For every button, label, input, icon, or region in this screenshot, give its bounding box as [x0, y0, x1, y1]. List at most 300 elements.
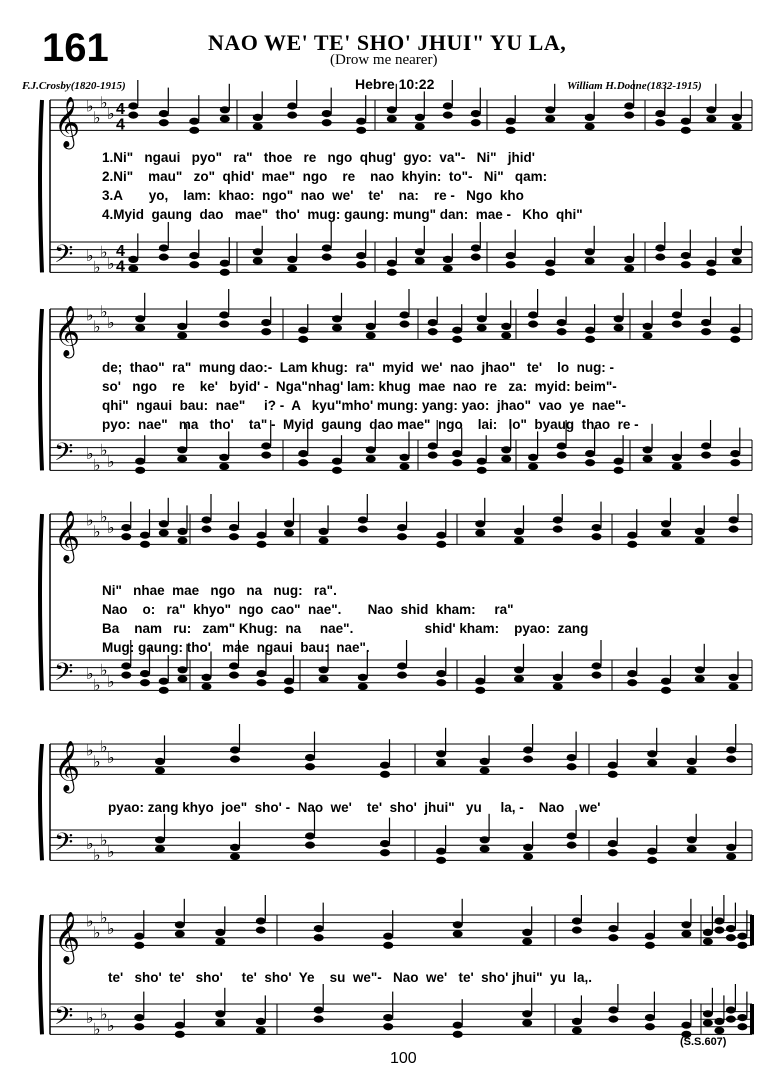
treble-note [322, 119, 332, 126]
bass-note [661, 687, 671, 694]
flat-icon: ♭ [86, 834, 94, 854]
bass-note [608, 1006, 618, 1013]
flat-icon: ♭ [107, 253, 115, 273]
treble-note [397, 533, 407, 540]
treble-note [523, 746, 533, 753]
bass-note [332, 458, 342, 465]
treble-note [256, 917, 266, 924]
bass-note [514, 666, 524, 673]
treble-note [522, 929, 532, 936]
treble-note [415, 114, 425, 121]
bass-note [358, 683, 368, 690]
treble-note [159, 110, 169, 117]
flat-icon: ♭ [107, 518, 115, 538]
treble-note [155, 767, 165, 774]
treble-note [298, 336, 308, 343]
treble-note [443, 102, 453, 109]
treble-note [672, 321, 682, 328]
scripture-reference: Hebre 10:22 [355, 76, 435, 92]
bass-note [585, 257, 595, 264]
flat-icon: ♭ [93, 317, 101, 336]
bass-note [687, 836, 697, 843]
bass-note [298, 459, 308, 466]
treble-note [655, 119, 665, 126]
flat-icon: ♭ [93, 455, 101, 475]
bass-note [220, 269, 230, 276]
treble-note [397, 524, 407, 531]
flat-icon: ♭ [86, 664, 94, 684]
treble-note [706, 115, 716, 122]
treble-note [567, 754, 577, 761]
treble-note [314, 934, 324, 941]
treble-note [695, 537, 705, 544]
flat-icon: ♭ [100, 506, 108, 526]
lyric-line: de; thao" ra" mung dao:- Lam khug: ra" myid we' nao jhao" te' lo nug: - [102, 360, 615, 375]
bass-note [687, 845, 697, 852]
bass-note [553, 683, 563, 690]
treble-note [428, 319, 438, 326]
treble-note [314, 925, 324, 932]
treble-note [645, 942, 655, 949]
treble-note [557, 319, 567, 326]
treble-note [436, 750, 446, 757]
bass-note [729, 674, 739, 681]
treble-note [305, 754, 315, 761]
treble-note [128, 112, 138, 119]
treble-note [557, 328, 567, 335]
treble-note [506, 118, 516, 125]
treble-note [400, 321, 410, 328]
bass-note [135, 458, 145, 465]
bass-note [523, 853, 533, 860]
system-bracket [40, 915, 42, 1034]
flat-icon: ♭ [100, 830, 108, 850]
bass-note [387, 269, 397, 276]
bass-note [726, 844, 736, 851]
bass-note [695, 666, 705, 673]
flat-icon: ♭ [86, 911, 94, 931]
bass-note [528, 463, 538, 470]
bass-note [175, 1031, 185, 1038]
bass-note [645, 1023, 655, 1030]
bass-note [703, 1010, 713, 1017]
treble-note [229, 533, 239, 540]
treble-note [253, 123, 263, 130]
treble-note [387, 115, 397, 122]
bass-note [522, 1019, 532, 1026]
bass-note [592, 672, 602, 679]
composer-credit: William H.Doane(1832-1915) [567, 80, 702, 92]
bass-note [572, 1018, 582, 1025]
treble-note [730, 327, 740, 334]
lyric-line: Ba nam ru: zam" Khug: na nae". shid' kham: pyao: zang [102, 621, 589, 636]
flat-icon: ♭ [93, 752, 101, 771]
flat-icon: ♭ [93, 675, 101, 695]
bass-note [314, 1006, 324, 1013]
bass-note [436, 679, 446, 686]
bass-note [672, 463, 682, 470]
treble-note [178, 537, 188, 544]
bass-note [585, 450, 595, 457]
treble-note [643, 323, 653, 330]
bass-note [215, 1019, 225, 1026]
flat-icon: ♭ [86, 246, 94, 266]
treble-note [475, 529, 485, 536]
flat-icon: ♭ [93, 522, 101, 541]
treble-note [322, 110, 332, 117]
treble-note [284, 529, 294, 536]
flat-icon: ♭ [107, 451, 115, 471]
time-signature-top: 4 [116, 101, 125, 119]
treble-note [528, 311, 538, 318]
flat-icon: ♭ [100, 92, 108, 112]
bass-note [415, 248, 425, 255]
bass-note [383, 1023, 393, 1030]
treble-note [366, 323, 376, 330]
treble-clef-icon: 𝄞 [54, 911, 81, 963]
bass-note [480, 836, 490, 843]
bass-note [121, 672, 131, 679]
bass-note [175, 1022, 185, 1029]
treble-note [681, 118, 691, 125]
treble-note [436, 532, 446, 539]
bass-note [219, 463, 229, 470]
bass-note [305, 832, 315, 839]
bass-note [400, 463, 410, 470]
bass-note [284, 687, 294, 694]
bass-note [514, 675, 524, 682]
bass-note [471, 254, 481, 261]
treble-note [177, 332, 187, 339]
bass-clef-icon: 𝄢 [54, 657, 74, 693]
bass-note [256, 1027, 266, 1034]
treble-note [202, 516, 212, 523]
treble-note [159, 520, 169, 527]
treble-note [687, 758, 697, 765]
treble-note [608, 762, 618, 769]
bass-note [202, 674, 212, 681]
treble-note [614, 324, 624, 331]
bass-note [189, 252, 199, 259]
treble-note [261, 319, 271, 326]
bass-note [253, 248, 263, 255]
page-number: 100 [390, 1050, 417, 1067]
bass-note [128, 256, 138, 263]
bass-note [155, 836, 165, 843]
system-bracket [40, 744, 42, 860]
treble-note [585, 123, 595, 130]
bass-note [545, 260, 555, 267]
bass-note [332, 467, 342, 474]
bass-note [322, 244, 332, 251]
treble-note [356, 127, 366, 134]
treble-note [706, 106, 716, 113]
treble-note [661, 520, 671, 527]
treble-note [701, 328, 711, 335]
bass-note [400, 454, 410, 461]
bass-note [706, 269, 716, 276]
bass-note [522, 1010, 532, 1017]
lyricist-credit: F.J.Crosby(1820-1915) [22, 80, 126, 92]
treble-note [681, 127, 691, 134]
lyric-line: qhi" ngaui bau: nae" i? - A kyu"mho' mung: yang: yao: jhao" vao ye nae"- [102, 398, 627, 413]
bass-note [726, 1016, 736, 1023]
system-bracket [40, 100, 42, 272]
treble-note [624, 112, 634, 119]
bass-note [553, 674, 563, 681]
treble-note [672, 311, 682, 318]
bass-note [358, 674, 368, 681]
treble-note [436, 541, 446, 548]
bass-note [177, 455, 187, 462]
bass-clef-icon: 𝄢 [54, 437, 74, 473]
treble-note [453, 921, 463, 928]
treble-note [701, 319, 711, 326]
treble-note [178, 528, 188, 535]
treble-note [332, 324, 342, 331]
treble-note [177, 323, 187, 330]
bass-note [585, 248, 595, 255]
flat-icon: ♭ [107, 104, 115, 124]
flat-icon: ♭ [100, 242, 108, 262]
bass-note [703, 1019, 713, 1026]
treble-note [366, 332, 376, 339]
treble-note [159, 119, 169, 126]
treble-note [726, 925, 736, 932]
treble-note [257, 541, 267, 548]
hymn-number: 161 [42, 26, 109, 70]
bass-note [592, 662, 602, 669]
flat-icon: ♭ [86, 510, 94, 530]
bass-note [220, 260, 230, 267]
bass-note [737, 1023, 747, 1030]
treble-note [506, 127, 516, 134]
treble-note [585, 336, 595, 343]
treble-note [229, 524, 239, 531]
treble-note [140, 532, 150, 539]
treble-note [230, 746, 240, 753]
treble-note [661, 529, 671, 536]
treble-note [135, 324, 145, 331]
treble-note [256, 927, 266, 934]
bass-note [284, 678, 294, 685]
bass-note [436, 670, 446, 677]
flat-icon: ♭ [93, 108, 101, 127]
bass-note [506, 261, 516, 268]
treble-note [737, 942, 747, 949]
treble-note [608, 771, 618, 778]
treble-note [687, 767, 697, 774]
treble-note [383, 933, 393, 940]
flat-icon: ♭ [86, 444, 94, 464]
bass-note [140, 679, 150, 686]
bass-note [647, 857, 657, 864]
flat-icon: ♭ [100, 907, 108, 927]
bass-note [557, 452, 567, 459]
bass-note [178, 675, 188, 682]
flat-icon: ♭ [107, 919, 115, 939]
treble-note [452, 336, 462, 343]
bass-note [356, 252, 366, 259]
bass-note [380, 849, 390, 856]
treble-note [522, 938, 532, 945]
treble-note [471, 110, 481, 117]
bass-note [287, 256, 297, 263]
bass-note [732, 248, 742, 255]
bass-note [523, 844, 533, 851]
bass-note [159, 254, 169, 261]
bass-note [155, 845, 165, 852]
flat-icon: ♭ [100, 660, 108, 680]
flat-icon: ♭ [86, 96, 94, 116]
flat-icon: ♭ [100, 440, 108, 460]
bass-note [729, 683, 739, 690]
treble-clef-icon: 𝄞 [54, 305, 81, 357]
treble-note [253, 114, 263, 121]
treble-note [553, 526, 563, 533]
bass-note [737, 1014, 747, 1021]
treble-note [155, 758, 165, 765]
treble-note [189, 118, 199, 125]
bass-note [714, 1018, 724, 1025]
bass-note [219, 454, 229, 461]
treble-note [624, 102, 634, 109]
treble-note [189, 127, 199, 134]
bass-note [655, 244, 665, 251]
bass-note [177, 446, 187, 453]
treble-note [215, 938, 225, 945]
treble-note [592, 533, 602, 540]
treble-note [528, 321, 538, 328]
bass-note [298, 450, 308, 457]
bass-note [215, 1010, 225, 1017]
treble-note [553, 516, 563, 523]
bass-note [319, 666, 329, 673]
bass-note [614, 467, 624, 474]
treble-note [380, 762, 390, 769]
bass-note [545, 269, 555, 276]
bass-note [567, 842, 577, 849]
treble-note [220, 115, 230, 122]
bass-note [261, 452, 271, 459]
bass-note [585, 459, 595, 466]
treble-clef-icon: 𝄞 [54, 740, 81, 792]
treble-note [572, 927, 582, 934]
treble-note [732, 123, 742, 130]
flat-icon: ♭ [107, 671, 115, 691]
treble-note [732, 114, 742, 121]
bass-note [261, 442, 271, 449]
bass-note [624, 265, 634, 272]
bass-note [627, 670, 637, 677]
lyric-line: pyo: nae" ma tho' ta" - Myid gaung dao mae" ngo lai: lo" byaug thao re - [102, 417, 639, 432]
treble-note [726, 746, 736, 753]
bass-note [506, 252, 516, 259]
treble-note [523, 756, 533, 763]
bass-note [229, 672, 239, 679]
flat-icon: ♭ [86, 1008, 94, 1028]
treble-note [627, 541, 637, 548]
treble-note [567, 763, 577, 770]
bass-note [257, 670, 267, 677]
flat-icon: ♭ [107, 841, 115, 861]
lyric-line: te' sho' te' sho' te' sho' Ye su we"- Nao we' te' sho' jhui" yu la,. [108, 970, 593, 985]
bass-note [443, 256, 453, 263]
treble-note [358, 526, 368, 533]
treble-note [545, 106, 555, 113]
bass-note [383, 1014, 393, 1021]
bass-note [305, 842, 315, 849]
bass-note [477, 458, 487, 465]
bass-note [397, 662, 407, 669]
bass-note [475, 687, 485, 694]
bass-note [178, 666, 188, 673]
bass-note [436, 857, 446, 864]
bass-note [452, 459, 462, 466]
treble-note [645, 933, 655, 940]
treble-note [643, 332, 653, 339]
treble-note [514, 537, 524, 544]
treble-note [400, 311, 410, 318]
bass-note [436, 848, 446, 855]
bass-note [501, 446, 511, 453]
treble-note [202, 526, 212, 533]
treble-note [134, 933, 144, 940]
treble-note [284, 520, 294, 527]
treble-note [215, 929, 225, 936]
flat-icon: ♭ [86, 305, 94, 325]
treble-note [319, 537, 329, 544]
treble-note [175, 921, 185, 928]
treble-note [128, 102, 138, 109]
bass-note [428, 442, 438, 449]
bass-note [645, 1014, 655, 1021]
bass-note [714, 1027, 724, 1034]
treble-note [380, 771, 390, 778]
treble-note [514, 528, 524, 535]
bass-note [366, 455, 376, 462]
bass-note [681, 252, 691, 259]
bass-note [730, 459, 740, 466]
bass-note [730, 450, 740, 457]
bass-note [608, 849, 618, 856]
bass-note [256, 1018, 266, 1025]
bass-note [608, 840, 618, 847]
treble-note [695, 528, 705, 535]
bass-note [356, 261, 366, 268]
treble-clef-icon: 𝄞 [54, 510, 81, 562]
system-bracket [40, 309, 42, 470]
treble-note [428, 328, 438, 335]
bass-note [443, 265, 453, 272]
bass-note [471, 244, 481, 251]
bass-note [319, 675, 329, 682]
flat-icon: ♭ [93, 923, 101, 942]
bass-note [627, 679, 637, 686]
treble-note [121, 533, 131, 540]
treble-note [358, 516, 368, 523]
bass-note [701, 442, 711, 449]
lyric-line: so' ngo re ke' byid' - Nga"nhag' lam: khug mae nao re za: myid: beim"- [102, 379, 617, 394]
treble-note [585, 327, 595, 334]
lyric-line: Ni" nhae mae ngo na nug: ra". [102, 583, 337, 598]
time-signature-bottom: 4 [116, 116, 125, 134]
bass-note [380, 840, 390, 847]
bass-note [681, 1022, 691, 1029]
treble-note [383, 942, 393, 949]
treble-note [608, 925, 618, 932]
bass-note [202, 683, 212, 690]
